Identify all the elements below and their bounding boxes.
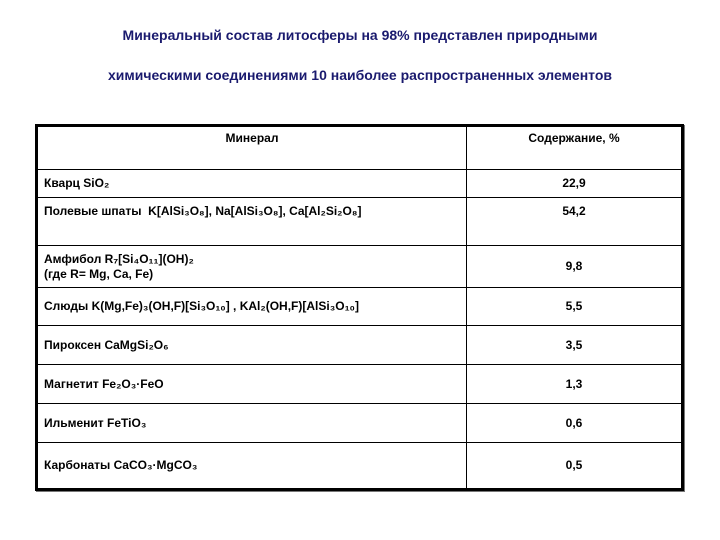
mineral-formula: CaCO₃·MgCO₃ — [113, 458, 198, 472]
content-value: 9,8 — [467, 246, 682, 288]
mineral-name: Пироксен — [44, 337, 102, 352]
mineral-cell — [38, 246, 467, 288]
table-header-row — [38, 127, 682, 170]
mineral-formula: CaMgSi₂O₆ — [104, 337, 169, 352]
mineral-formula: K(Mg,Fe)₃(OH,F)[Si₃O₁₀] , KAl₂(OH,F)[AlSi₃O₁₀] — [91, 299, 359, 313]
minerals-table — [35, 124, 684, 491]
content-value: 5,5 — [467, 288, 682, 326]
mineral-name: Слюды — [44, 299, 89, 313]
mineral-cell — [38, 365, 467, 404]
content-value: 22,9 — [467, 170, 682, 198]
table-row — [38, 404, 682, 443]
mineral-name: Амфибол — [44, 251, 102, 266]
content-value: 54,2 — [467, 198, 682, 246]
mineral-name: Ильменит — [44, 415, 104, 430]
table-row — [38, 246, 682, 288]
mineral-formula: Fe₂O₃·FeO — [102, 376, 164, 391]
title-line-2: химическими соединениями 10 наиболее распространенных элементов — [108, 67, 612, 83]
table-row — [38, 443, 682, 489]
header-content: Содержание, % — [467, 127, 682, 170]
content-value: 3,5 — [467, 326, 682, 365]
mineral-name: Кварц — [44, 176, 80, 190]
table-row — [38, 170, 682, 198]
mineral-name: Карбонаты — [44, 458, 111, 472]
mineral-name: Магнетит — [44, 376, 99, 391]
mineral-cell — [38, 170, 467, 198]
content-value: 0,6 — [467, 404, 682, 443]
table-row — [38, 198, 682, 246]
content-value: 1,3 — [467, 365, 682, 404]
mineral-cell — [38, 326, 467, 365]
mineral-formula: SiO₂ — [83, 176, 110, 190]
mineral-cell — [38, 198, 467, 246]
mineral-note: (где R= Mg, Ca, Fe) — [44, 266, 154, 281]
table-row — [38, 365, 682, 404]
mineral-cell — [38, 443, 467, 489]
mineral-formula: FeTiO₃ — [107, 415, 147, 430]
mineral-formula: K[AlSi₃O₈], Na[AlSi₃O₈], Ca[Al₂Si₂O₈] — [148, 204, 362, 218]
title-line-1: Минеральный состав литосферы на 98% представлен природными — [122, 27, 598, 43]
table-row — [38, 288, 682, 326]
header-mineral: Минерал — [38, 127, 467, 170]
content-value: 0,5 — [467, 443, 682, 489]
mineral-cell — [38, 288, 467, 326]
table-row — [38, 326, 682, 365]
mineral-formula: R₇[Si₄O₁₁](OH)₂ — [104, 251, 194, 266]
mineral-name: Полевые шпаты — [44, 204, 142, 218]
mineral-cell — [38, 404, 467, 443]
